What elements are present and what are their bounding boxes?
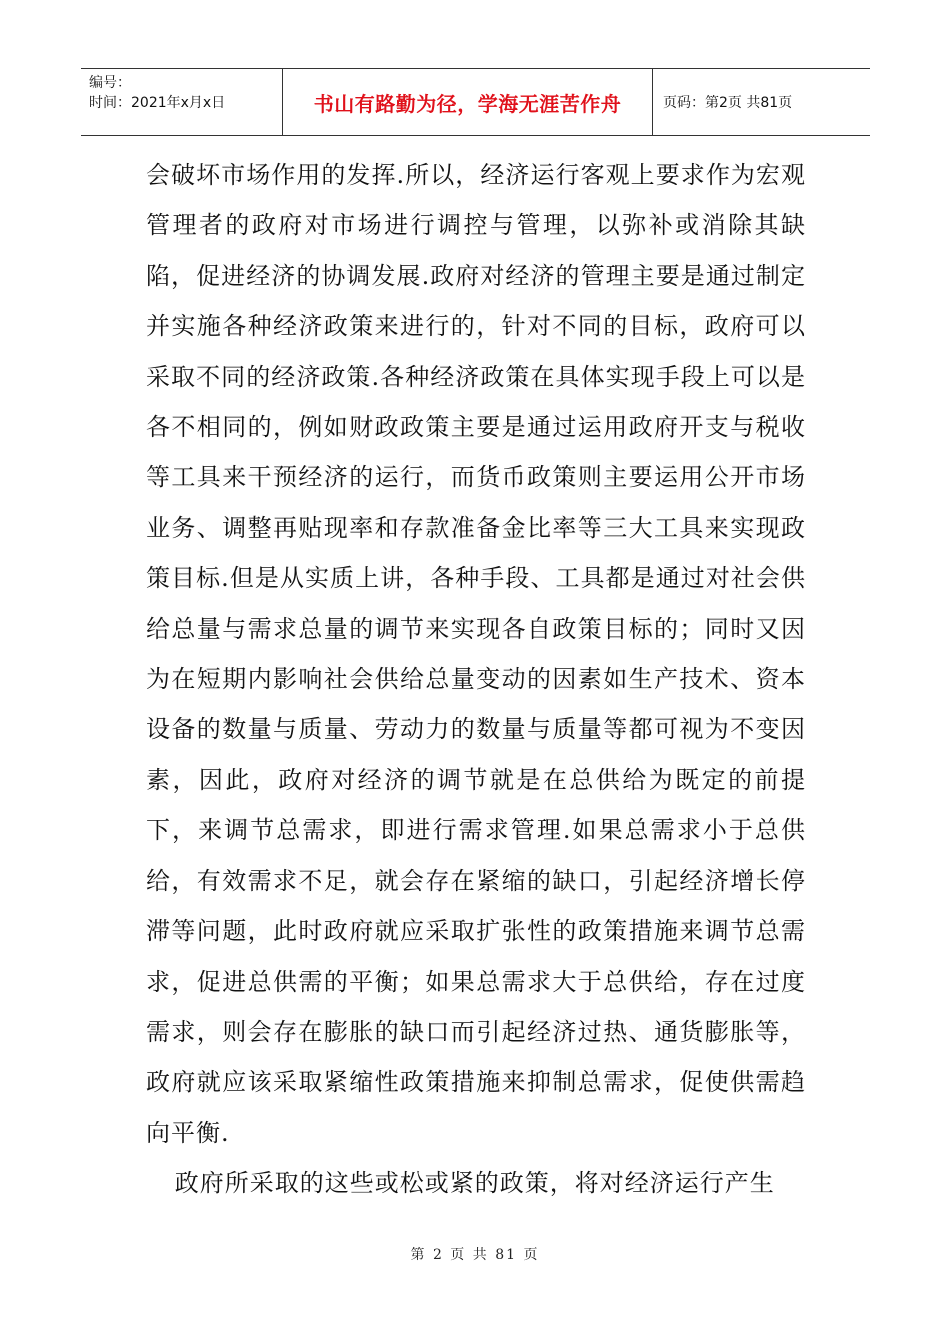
time-label: 时间：2021年x月x日 bbox=[89, 95, 226, 111]
body-paragraph: 政府所采取的这些或松或紧的政策，将对经济运行产生 bbox=[174, 1169, 775, 1198]
header-motto: 书山有路勤为径，学海无涯苦作舟 bbox=[313, 91, 622, 116]
page-header bbox=[81, 68, 870, 136]
header-motto-cell bbox=[283, 69, 653, 135]
header-meta bbox=[81, 69, 283, 135]
body-paragraph: 会破坏市场作用的发挥.所以，经济运行客观上要求作为宏观管理者的政府对市场进行调控与管理，以弥补或消除其缺陷，促进经济的协调发展.政府对经济的管理主要是通过制定并实施各种经济政策来进行的，针对不同的目标，政府可以采取不同的经济政策.各种经济政策在具体实现手段上可以是各不相同的，例如财政政策主要是通过运用政府开支与税收等工具来干预经济的运行，而货币政策则主要运用公开市场业务、调整再贴现率和存款准备金比率等三大工具来实现政策目标.但是从实质上讲，各种手段、工具都是通过对社会供给总量与需求总量的调节来实现各自政策目标的；同时又因为在短期内影响社会供给总量变动的因素如生产技术、资本设备的数量与质量、劳动力的数量与质量等都可视为不变因素，因此，政府对经济的调节就是在总供给为既定的前提下，来调节总需求，即进行需求管理.如果总需求小于总供给，有效需求不足，就会存在紧缩的缺口，引起经济增长停滞等问题，此时政府就应采取扩张性的政策措施来调节总需求，促进总供需的平衡；如果总需求大于总供给，存在过度需求，则会存在膨胀的缺口而引起经济过热、通货膨胀等，政府就应该采取紧缩性政策措施来抑制总需求，促使供需趋向平衡. bbox=[146, 161, 806, 1147]
header-page-info: 页码：第2页 共81页 bbox=[663, 95, 793, 111]
header-page-cell bbox=[653, 69, 870, 135]
document-body bbox=[146, 150, 806, 1209]
serial-number-label: 编号： bbox=[89, 75, 131, 91]
page-footer: 第 2 页 共 81 页 bbox=[410, 1247, 540, 1263]
